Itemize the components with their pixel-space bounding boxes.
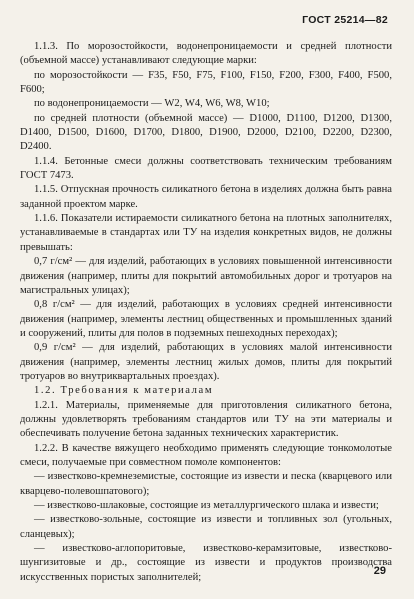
paragraph: 0,9 г/см² — для изделий, работающих в условиях малой интенсивности движения (например, элементы лестниц жилых домов, плиты для покрытий тротуаров во внутриквартальных проездах). [20, 342, 392, 382]
paragraph: — известково-зольные, состоящие из извести и топливных зол (угольных, сланцевых); [20, 514, 392, 540]
paragraph: 1.1.5. Отпускная прочность силикатного бетона в изделиях должна быть равна заданной проектом марке. [20, 184, 392, 210]
paragraph: 1.1.4. Бетонные смеси должны соответствовать техническим требованиям ГОСТ 7473. [20, 155, 392, 182]
standard-header: ГОСТ 25214—82 [302, 14, 388, 26]
paragraph: 1.2.1. Материалы, применяемые для приготовления силикатного бетона, должны удовлетворять требованиям стандартов или ТУ на эти материалы и обеспечивать получение бетона заданных технических характеристик. [20, 399, 392, 440]
paragraph: 1.1.6. Показатели истираемости силикатного бетона на плотных заполнителях, устанавливаемые в стандартах или ТУ на изделия конкретных видов, не должны превышать: [20, 213, 392, 253]
paragraph: 0,7 г/см² — для изделий, работающих в условиях повышенной интенсивности движения (например, плиты для покрытий автомобильных дорог и тротуаров на магистральных улицах); [20, 256, 392, 296]
paragraph: 1.2. Требования к материалам [34, 385, 214, 397]
paragraph: по средней плотности (объемной массе) — D1000, D1100, D1200, D1300, D1400, D1500, D1600, D1700, D1800, D1900, D2000, D2100, D2200, D2300, D2400. [20, 112, 392, 153]
page-number: 29 [373, 565, 386, 577]
paragraph: 0,8 г/см² — для изделий, работающих в условиях средней интенсивности движения (например, элементы лестниц общественных и промышленных зданий и сооружений, плиты для полов в подземных пешеходных переходах); [20, 299, 392, 339]
paragraph: — известково-кремнеземистые, состоящие из извести и песка (кварцевого или кварцево-полевошпатового); [20, 471, 392, 497]
paragraph: — известково-шлаковые, состоящие из металлургического шлака и извести; [34, 500, 379, 511]
paragraph: по морозостойкости — F35, F50, F75, F100, F150, F200, F300, F400, F500, F600; [20, 69, 392, 96]
paragraph: 1.1.3. По морозостойкости, водонепроницаемости и средней плотности (объемной массе) устанавливают следующие марки: [20, 41, 392, 67]
paragraph: — известково-аглопоритовые, известково-керамзитовые, известково-шунгизитовые и др., состоящие из извести и продуктов производства искусственных пористых заполнителей; [20, 543, 392, 583]
paragraph: 1.2.2. В качестве вяжущего необходимо применять следующие тонкомолотые смеси, получаемые при совместном помоле компонентов: [20, 442, 392, 468]
paragraph: по водонепроницаемости — W2, W4, W6, W8, W10; [34, 98, 270, 110]
document-body [20, 40, 392, 585]
